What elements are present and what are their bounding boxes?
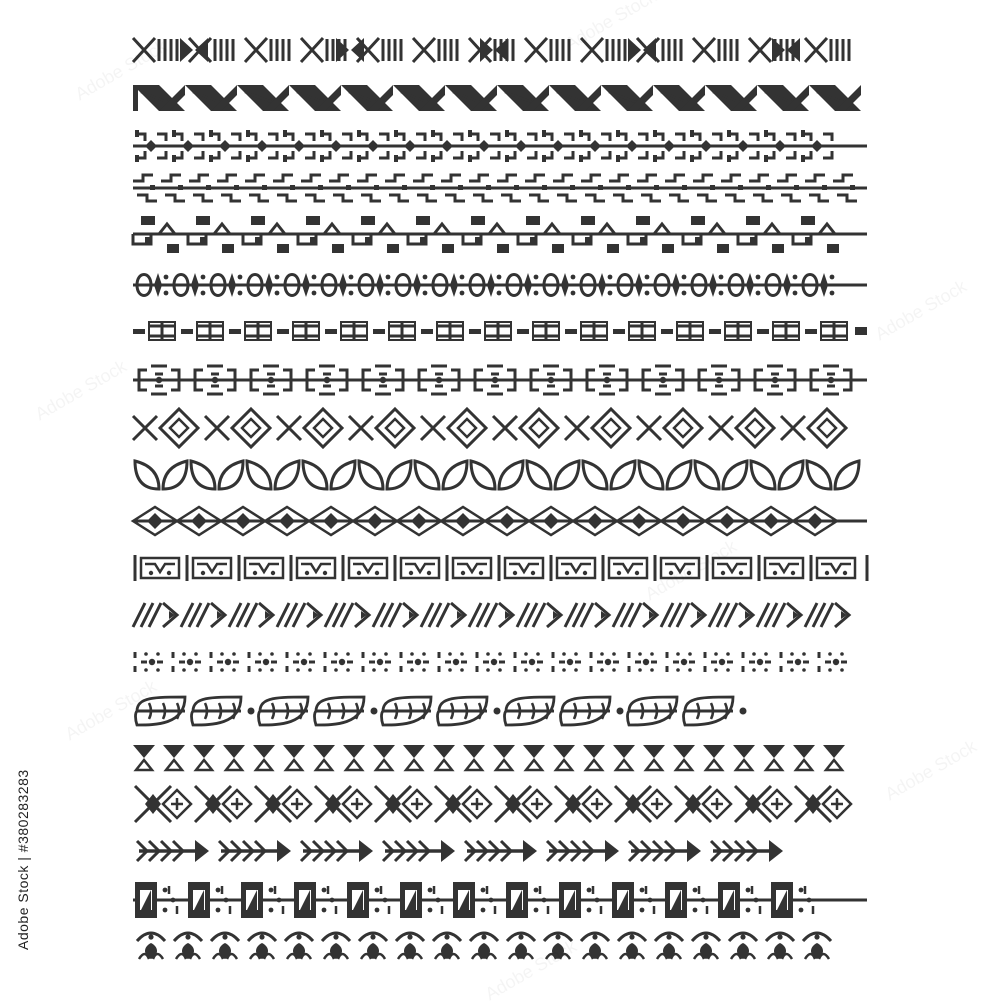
border-row-flower-motifs xyxy=(137,933,831,959)
border-row-key-bracket xyxy=(133,130,867,162)
border-row-leaf-cross xyxy=(133,273,867,297)
border-row-rect-blocks xyxy=(133,882,867,918)
border-row-slanted-ribbon xyxy=(133,85,861,111)
border-row-triangle-diamonds xyxy=(133,507,867,535)
stock-id-label: Adobe Stock | #380283283 xyxy=(15,769,31,951)
border-row-zigzag-chevrons xyxy=(133,603,849,627)
border-row-dotted-stars xyxy=(135,652,847,672)
border-row-leaf-pairs xyxy=(135,461,859,489)
border-row-lattice-stars xyxy=(135,786,851,822)
border-row-step-key-chain xyxy=(133,175,867,201)
border-row-crenel-squares xyxy=(133,216,867,253)
border-row-triangle-rows xyxy=(133,745,845,770)
border-row-leaf-garland xyxy=(136,697,747,725)
border-row-comb-brackets xyxy=(133,366,867,394)
border-row-lattice-panels xyxy=(135,555,867,581)
border-row-dash-grid-blocks xyxy=(133,322,867,340)
border-row-x-bars-bowtie xyxy=(133,38,849,62)
border-row-diamond-cross xyxy=(133,409,846,447)
border-row-arrows xyxy=(137,840,783,862)
